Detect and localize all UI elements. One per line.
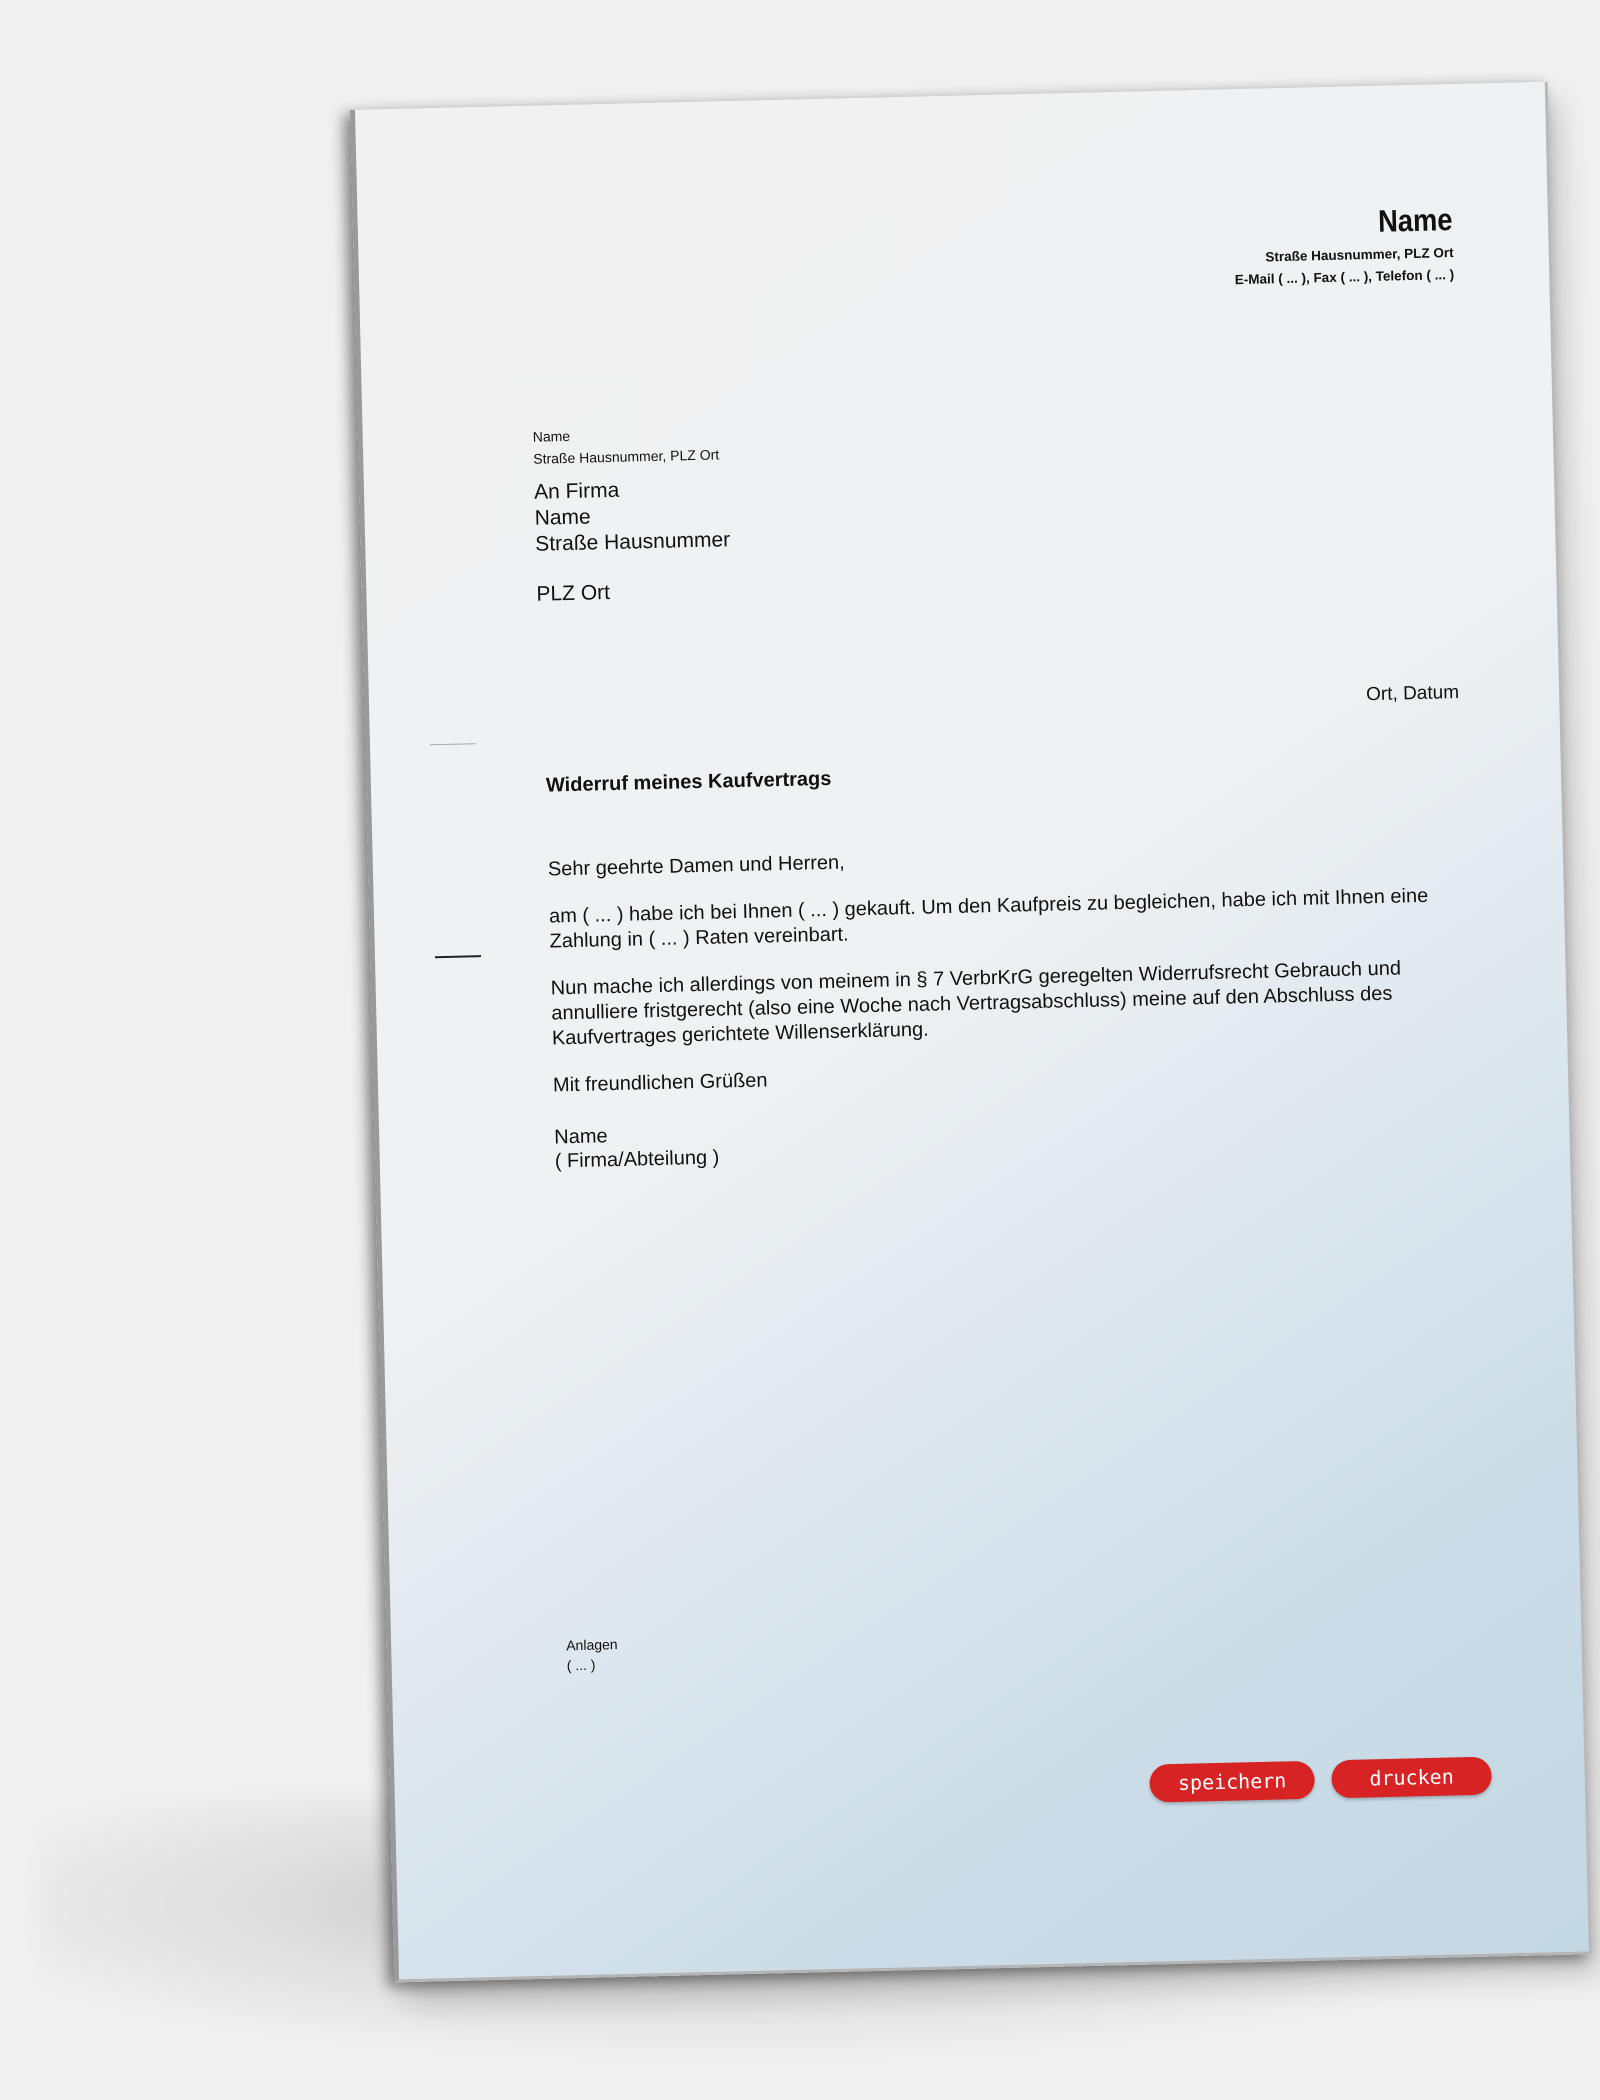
letterhead-address: Straße Hausnummer, PLZ Ort [1265,245,1454,265]
body-paragraph-1: am ( ... ) habe ich bei Ihnen ( ... ) gekauft. Um den Kaufpreis zu begleichen, habe ich mit Ihnen eine Zahlung in ( ... ) Raten vereinbart. [548,884,1429,953]
place-date: Ort, Datum [1365,682,1460,706]
letter-body [548,837,1434,1121]
print-button[interactable]: drucken [1331,1757,1492,1799]
body-paragraph-2: Nun mache ich allerdings von meinem in § 7 VerbrKrG geregelten Widerrufsrecht Gebrauch und annulliere fristgerecht (also eine Woche nach Vertragsabschluss) meine auf den Abschluss des Kaufvertrages gerichtete Willenserklärung. [550,957,1402,1050]
sender-address: Straße Hausnummer, PLZ Ort [533,446,720,467]
recipient-line-2: Name [534,505,591,530]
attachments-value: ( ... ) [566,1656,596,1674]
signature-company: ( Firma/Abteilung ) [554,1146,720,1173]
attachments-label: Anlagen [566,1636,618,1654]
recipient-line-4: PLZ Ort [536,581,611,606]
letterhead-name: Name [1378,202,1454,239]
recipient-line-1: An Firma [533,478,620,504]
recipient-address [534,475,732,608]
recipient-line-3: Straße Hausnummer [535,528,731,556]
letter-sheet [350,82,1592,1983]
fold-mark [430,743,476,745]
sender-name: Name [532,427,571,445]
signature-name: Name [554,1125,608,1149]
letterhead-contact: E-Mail ( ... ), Fax ( ... ), Telefon ( ... ) [1234,267,1455,288]
closing: Mit freundlichen Grüßen [552,1069,768,1097]
save-button[interactable]: speichern [1149,1761,1315,1803]
letterhead [1233,202,1454,291]
sender-line [532,421,719,469]
letter-subject: Widerruf meines Kaufvertrags [545,767,832,797]
punch-mark [435,955,481,958]
signature-block [554,1122,720,1174]
salutation: Sehr geehrte Damen und Herren, [547,851,845,881]
attachments [566,1634,618,1675]
